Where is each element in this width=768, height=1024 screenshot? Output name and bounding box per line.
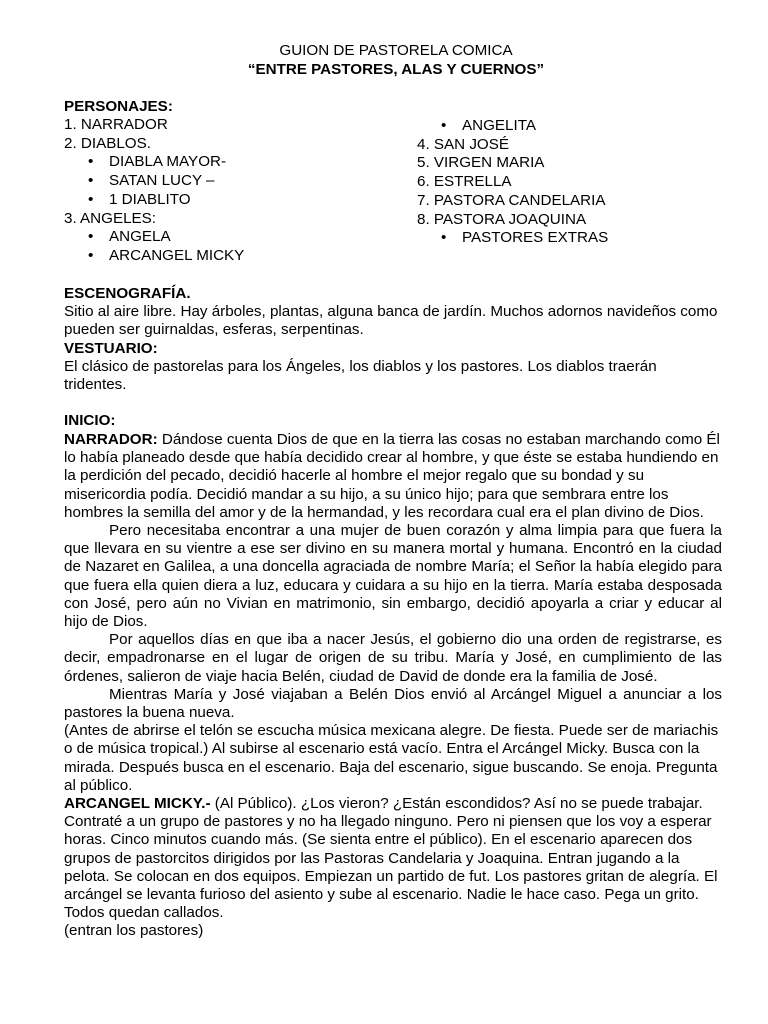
character-name: ANGELA — [109, 228, 171, 246]
character-item: 7. PASTORA CANDELARIA — [417, 191, 606, 209]
bullet-icon: • — [88, 190, 94, 208]
character-name: PASTORES EXTRAS — [462, 229, 609, 247]
character-item — [88, 172, 215, 190]
stage-direction-1: (Antes de abrirse el telón se escucha música mexicana alegre. De fiesta. Puede ser de mariachis o de música tropical.) Al subirse al escenario está vacío. Entra el Arcángel Micky. Busca con la mirada. Después busca en el escenario. Baja del escenario, sigue buscando. Se enoja. Pregunta al público. — [64, 722, 719, 794]
character-name: ANGELITA — [462, 117, 536, 134]
vestuario-heading: VESTUARIO: — [64, 340, 158, 357]
vestuario-paragraph: El clásico de pastorelas para los Ángeles, los diablos y los pastores. Los diablos traerán tridentes. — [64, 358, 657, 394]
character-item — [88, 153, 226, 171]
inicio-body — [64, 431, 722, 941]
character-item — [441, 117, 536, 135]
micky-text: (Al Público). ¿Los vieron? ¿Están escondidos? Así no se puede trabajar. Contraté a un grupo de pastores y no ha llegado ninguno. Pero ni piensen que los voy a esperar horas. Cinco minutos cuando más. (Se sienta entre el público). En el escenario aparecen dos grupos de pastorcitos dirigidos por las Pastoras Candelaria y Joaquina. Entran jugando a la pelota. Se colocan en dos equipos. Empiezan un partido de fut. Los pastores gritan de alegría. El arcángel se levanta furioso del asiento y sube al escenario. Nadie le hace caso. Pega un grito. Todos quedan callados. — [64, 795, 718, 922]
bullet-icon: • — [441, 117, 447, 134]
narrador-label: NARRADOR: — [64, 431, 158, 448]
character-item — [88, 228, 171, 246]
micky-paragraph — [64, 795, 722, 922]
character-item — [88, 247, 244, 265]
character-item: 5. VIRGEN MARIA — [417, 154, 545, 172]
inicio-heading: INICIO: — [64, 412, 116, 429]
character-item: 6. ESTRELLA — [417, 173, 512, 191]
escenografia-heading: ESCENOGRAFÍA. — [64, 285, 191, 302]
vestuario-text — [64, 358, 722, 394]
character-item: 1. NARRADOR — [64, 116, 168, 133]
narrador-paragraph-3: Por aquellos días en que iba a nacer Jesús, el gobierno dio una orden de registrarse, es decir, empadronarse en el lugar de origen de su tribu. María y José, en cumplimiento de las órdenes, salieron de viaje hacia Belén, ciudad de David de donde era la familia de José. — [64, 631, 722, 685]
narrador-paragraph — [64, 431, 722, 522]
stage-direction-2: (entran los pastores) — [64, 922, 204, 940]
character-name: DIABLA MAYOR- — [109, 153, 227, 171]
bullet-icon: • — [88, 153, 94, 171]
escenografia-paragraph: Sitio al aire libre. Hay árboles, plantas, alguna banca de jardín. Muchos adornos navideños como pueden ser guirnaldas, esferas, serpentinas. — [64, 303, 718, 339]
character-item: 2. DIABLOS. — [64, 134, 151, 152]
character-name: ARCANGEL MICKY — [109, 246, 245, 264]
character-name: 1 DIABLITO — [109, 190, 191, 208]
narrador-paragraph-4: Mientras María y José viajaban a Belén Dios envió al Arcángel Miguel a anunciar a los pastores la buena nueva. — [64, 685, 722, 722]
personajes-heading: PERSONAJES: — [64, 98, 173, 115]
narrador-text: Dándose cuenta Dios de que en la tierra las cosas no estaban marchando como Él lo había planeado desde que había decidido crear al hombre, y que éste se estaba hundiendo en la perdición del pecado, decidió hacerle al hombre el mejor regalo que su bondad y su misericordia podía. Decidió mandar a su hijo, a su único hijo; para que sembrara entre los hombres la semilla del amor y de la hermandad, y les recordara cual era el plan divino de Dios. — [64, 431, 720, 521]
character-name: SATAN LUCY – — [109, 172, 215, 190]
character-item: 4. SAN JOSÉ — [417, 135, 510, 153]
character-item — [88, 191, 191, 209]
bullet-icon: • — [441, 229, 447, 247]
micky-label: ARCANGEL MICKY.- — [64, 795, 211, 813]
bullet-icon: • — [88, 228, 94, 246]
character-item: 8. PASTORA JOAQUINA — [417, 210, 587, 228]
bullet-icon: • — [88, 172, 94, 190]
escenografia-text — [64, 303, 722, 339]
document-subtitle: “ENTRE PASTORES, ALAS Y CUERNOS” — [247, 61, 545, 78]
bullet-icon: • — [88, 246, 94, 264]
narrador-paragraph-2: Pero necesitaba encontrar a una mujer de buen corazón y alma limpia para que fuera la que llevara en su vientre a ese ser divino en su manera mortal y humana. Encontró en la ciudad de Nazaret en Galilea, a una doncella agraciada de nombre María; el Señor la había elegido para que fuera ella quien diera a luz, educara y cuidara a su hijo en la tierra. María estaba desposada con José, pero aún no Vivian en matrimonio, sin embargo, decidió apoyarla a criar y educar al hijo de Dios. — [64, 522, 722, 631]
character-item: 3. ANGELES: — [64, 209, 157, 227]
character-item — [441, 229, 608, 247]
document-title: GUION DE PASTORELA COMICA — [279, 42, 513, 59]
